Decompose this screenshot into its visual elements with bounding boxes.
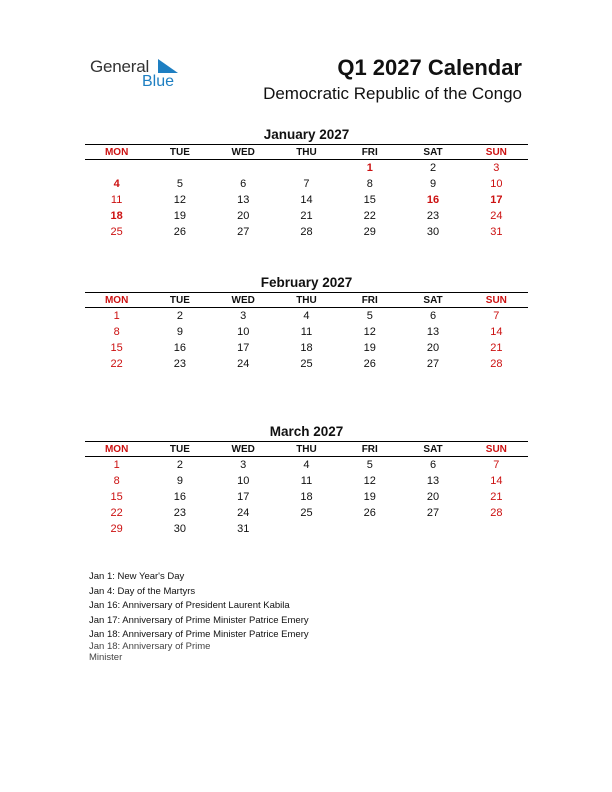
day-cell: 5: [366, 459, 373, 471]
week-row: [85, 176, 528, 192]
day-cell: 3: [240, 310, 247, 322]
day-cell: 28: [490, 507, 503, 519]
week-row: [85, 356, 528, 372]
week-row: [85, 340, 528, 356]
day-cell: 29: [363, 226, 376, 238]
month-title: March 2027: [269, 424, 344, 439]
day-cell: 17: [490, 194, 503, 206]
weekday-header-sun: SUN: [465, 293, 528, 308]
day-cell: 22: [110, 507, 123, 519]
day-cell: 10: [237, 326, 250, 338]
day-cell: 24: [490, 210, 503, 222]
day-cell: 27: [426, 358, 440, 370]
day-cell: 4: [113, 178, 120, 190]
day-cell: 24: [237, 358, 250, 370]
week-row: [85, 505, 528, 521]
weekday-header-sun: SUN: [465, 442, 528, 457]
day-cell: 25: [300, 507, 313, 519]
day-cell: 19: [173, 210, 187, 222]
day-cell: 28: [300, 226, 313, 238]
weekday-header-mon: MON: [85, 293, 148, 308]
holiday-item-cutoff: Jan 18: Anniversary of Prime Minister: [89, 641, 211, 663]
day-cell: 12: [363, 326, 376, 338]
day-cell: 20: [237, 210, 250, 222]
month-title: January 2027: [263, 127, 350, 142]
day-cell: 23: [173, 358, 187, 370]
day-cell: 19: [363, 342, 376, 354]
day-cell: 7: [303, 178, 310, 190]
day-cell: 21: [490, 491, 503, 503]
day-cell: 29: [110, 523, 123, 535]
day-cell: 31: [237, 523, 250, 535]
day-cell: 26: [173, 226, 187, 238]
day-cell: 20: [426, 342, 440, 354]
day-cell: [85, 160, 148, 177]
day-cell: 6: [429, 459, 437, 471]
weekday-header-fri: FRI: [338, 145, 401, 160]
page-title: Q1 2027 Calendar: [337, 55, 522, 80]
week-row: [85, 208, 528, 224]
day-cell: 5: [366, 310, 373, 322]
day-cell: 26: [363, 507, 376, 519]
day-cell: [148, 160, 211, 177]
month-february: [85, 274, 528, 372]
day-cell: 14: [490, 475, 503, 487]
day-cell: 28: [490, 358, 503, 370]
day-cell: 31: [490, 226, 503, 238]
holiday-item: Jan 1: New Year's Day: [89, 571, 185, 582]
day-cell: 21: [490, 342, 503, 354]
day-cell: 8: [113, 475, 120, 487]
week-row: [85, 324, 528, 340]
day-cell: 27: [426, 507, 440, 519]
week-row: [85, 489, 528, 505]
holiday-item: Jan 4: Day of the Martyrs: [89, 585, 196, 597]
weekday-header-thu: THU: [275, 293, 338, 308]
day-cell: 9: [176, 475, 183, 487]
day-cell: 17: [237, 491, 250, 503]
day-cell: 15: [110, 491, 123, 503]
day-cell: [275, 160, 338, 177]
day-cell: 11: [300, 326, 313, 338]
month-march: [85, 423, 528, 537]
day-cell: 1: [113, 459, 120, 471]
weekday-header-tue: TUE: [148, 293, 211, 308]
day-cell: 2: [176, 459, 183, 471]
weekday-header-sat: SAT: [401, 442, 464, 457]
day-cell: 30: [426, 226, 440, 238]
day-cell: 18: [300, 342, 313, 354]
day-cell: 30: [173, 523, 187, 535]
day-cell: 10: [490, 178, 503, 190]
day-cell: 10: [237, 475, 250, 487]
day-cell: 26: [363, 358, 376, 370]
day-cell: 24: [237, 507, 250, 519]
day-cell: 2: [176, 310, 183, 322]
logo-flag-icon: [158, 59, 178, 73]
holiday-item: Jan 17: Anniversary of Prime Minister Patrice Emery: [89, 614, 309, 626]
weekday-header-mon: MON: [85, 145, 148, 160]
day-cell: 23: [426, 210, 440, 222]
day-cell: [338, 521, 401, 537]
day-cell: 15: [363, 194, 376, 206]
day-cell: 8: [366, 178, 373, 190]
day-cell: 15: [110, 342, 123, 354]
day-cell: 5: [176, 178, 183, 190]
day-cell: 6: [240, 178, 247, 190]
day-cell: 19: [363, 491, 376, 503]
day-cell: 20: [426, 491, 440, 503]
weekday-header-wed: WED: [212, 293, 275, 308]
day-cell: 7: [493, 459, 500, 471]
day-cell: 16: [173, 342, 187, 354]
day-cell: 25: [300, 358, 313, 370]
day-cell: 17: [237, 342, 250, 354]
day-cell: 1: [366, 162, 373, 174]
weekday-header-tue: TUE: [148, 442, 211, 457]
day-cell: 7: [493, 310, 500, 322]
weekday-header-fri: FRI: [338, 442, 401, 457]
month-january: [85, 126, 528, 240]
day-cell: 4: [303, 310, 310, 322]
weekday-header-tue: TUE: [148, 145, 211, 160]
weekday-header-wed: WED: [212, 145, 275, 160]
holiday-item: Jan 18: Anniversary of Prime Minister Patrice Emery: [89, 629, 309, 640]
day-cell: 6: [429, 310, 437, 322]
day-cell: 27: [237, 226, 250, 238]
day-cell: 3: [493, 162, 500, 174]
day-cell: 14: [300, 194, 313, 206]
day-cell: 13: [237, 194, 250, 206]
month-grid: [85, 144, 528, 240]
week-row: [85, 160, 528, 177]
day-cell: 13: [426, 326, 440, 338]
day-cell: 9: [429, 178, 437, 190]
day-cell: 11: [110, 194, 123, 206]
holiday-list: [89, 570, 309, 663]
week-row: [85, 521, 528, 537]
weekday-header-thu: THU: [275, 442, 338, 457]
day-cell: 13: [426, 475, 440, 487]
weekday-header-fri: FRI: [338, 293, 401, 308]
day-cell: 14: [490, 326, 503, 338]
month-title: February 2027: [260, 275, 353, 290]
page-subtitle: Democratic Republic of the Congo: [263, 84, 522, 103]
day-cell: 18: [300, 491, 313, 503]
weekday-header-mon: MON: [85, 442, 148, 457]
weekday-header-sun: SUN: [465, 145, 528, 160]
day-cell: 23: [173, 507, 187, 519]
holiday-item: Jan 16: Anniversary of President Laurent Kabila: [89, 600, 290, 611]
day-cell: 8: [113, 326, 120, 338]
day-cell: 18: [110, 210, 123, 222]
week-row: [85, 224, 528, 240]
weekday-header-thu: THU: [275, 145, 338, 160]
week-row: [85, 457, 528, 474]
day-cell: 16: [173, 491, 187, 503]
day-cell: 11: [300, 475, 313, 487]
day-cell: 4: [303, 459, 310, 471]
week-row: [85, 308, 528, 325]
day-cell: 12: [363, 475, 376, 487]
day-cell: 21: [300, 210, 313, 222]
day-cell: [275, 521, 338, 537]
month-grid: [85, 292, 528, 372]
generalblue-logo: [90, 57, 190, 97]
logo-word-blue: Blue: [142, 73, 175, 90]
day-cell: 22: [363, 210, 376, 222]
weekday-header-sat: SAT: [401, 293, 464, 308]
week-row: [85, 473, 528, 489]
day-cell: [401, 521, 464, 537]
weekday-header-wed: WED: [212, 442, 275, 457]
week-row: [85, 192, 528, 208]
day-cell: 2: [429, 162, 437, 174]
day-cell: 3: [240, 459, 247, 471]
day-cell: 12: [173, 194, 187, 206]
month-grid: [85, 441, 528, 537]
day-cell: 16: [426, 194, 440, 206]
day-cell: [465, 521, 528, 537]
day-cell: 25: [110, 226, 123, 238]
logo-word-general: General: [90, 57, 150, 76]
day-cell: 22: [110, 358, 123, 370]
day-cell: [212, 160, 275, 177]
day-cell: 1: [113, 310, 120, 322]
weekday-header-sat: SAT: [401, 145, 464, 160]
day-cell: 9: [176, 326, 183, 338]
